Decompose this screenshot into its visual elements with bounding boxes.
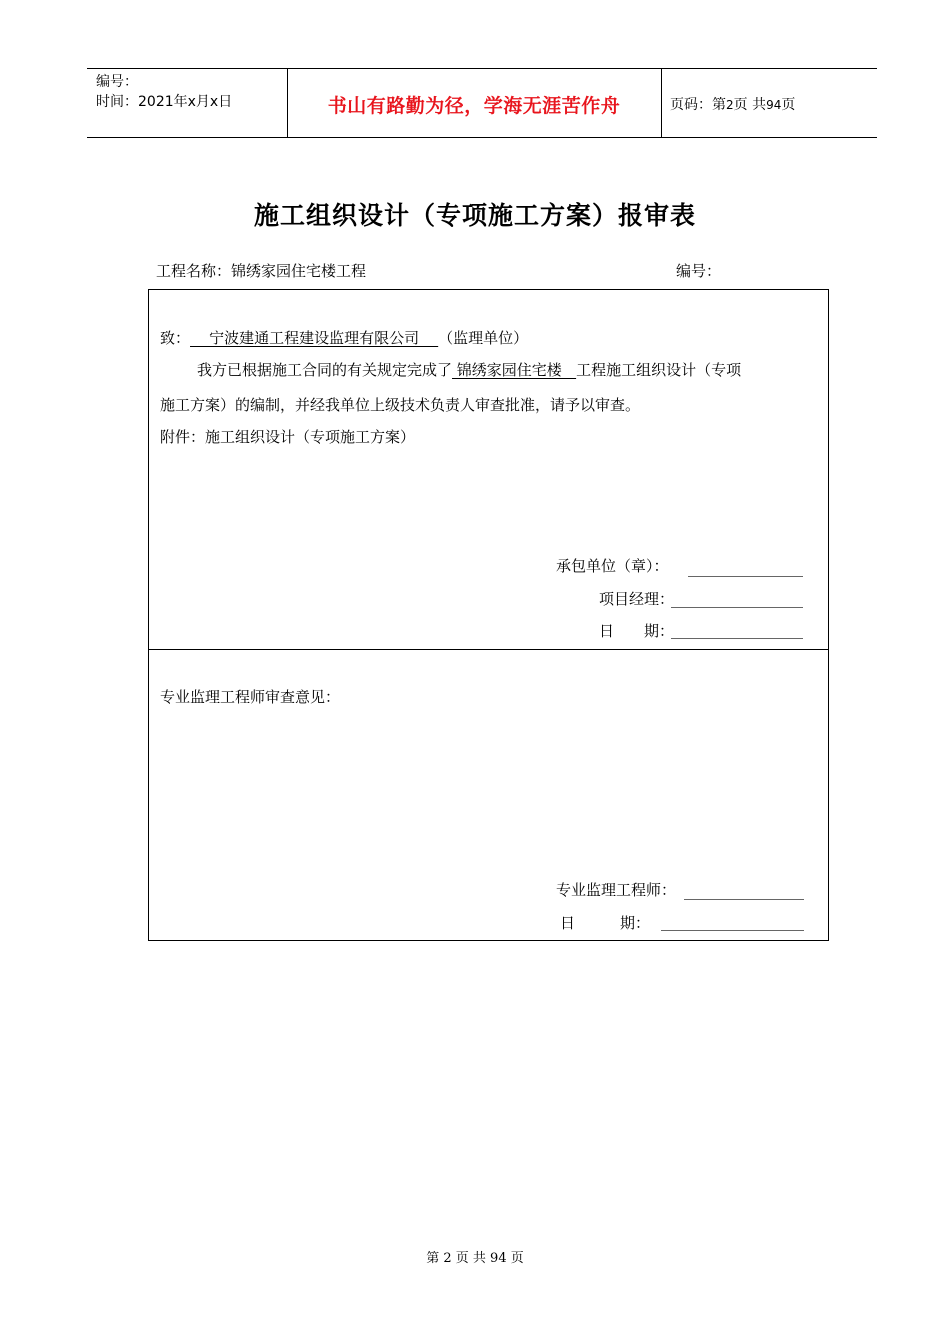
project-manager-signature-line: [671, 607, 803, 608]
supervising-engineer-label: 专业监理工程师：: [556, 881, 677, 899]
header-page-cell: [662, 69, 877, 137]
header-info-cell: [87, 69, 288, 137]
review-date-label: 日 期：: [560, 914, 651, 932]
supervising-engineer-signature-line: [684, 899, 804, 900]
review-opinion-label: 专业监理工程师审查意见：: [160, 688, 341, 706]
project-name: 工程名称：锦绣家园住宅楼工程: [156, 262, 367, 280]
statement-line-2: 施工方案）的编制，并经我单位上级技术负责人审查批准，请予以审查。: [160, 396, 641, 414]
attachment-line: 附件：施工组织设计（专项施工方案）: [160, 428, 416, 446]
statement-line-1: [197, 359, 741, 380]
contractor-signature-line: [688, 576, 803, 577]
form-number-label: 编号：: [676, 262, 722, 280]
review-date-line: [661, 930, 804, 931]
recipient-line: [160, 327, 528, 348]
contractor-date-line: [671, 638, 803, 639]
statement-text-a: 我方已根据施工合同的有关规定完成了: [197, 361, 453, 379]
project-manager-label: 项目经理：: [599, 590, 675, 608]
recipient-suffix: （监理单位）: [438, 329, 529, 347]
document-title: 施工组织设计（专项施工方案）报审表: [253, 201, 696, 230]
statement-text-b: 工程施工组织设计（专项: [576, 361, 742, 379]
statement-project: 锦绣家园住宅楼: [452, 361, 577, 379]
section-divider: [149, 649, 828, 650]
header-motto-cell: [287, 69, 662, 137]
approval-form: [148, 289, 829, 941]
page-total: 94: [766, 98, 782, 112]
recipient-company: 宁波建通工程建设监理有限公司: [190, 329, 439, 347]
header-table: [87, 68, 877, 138]
page-mid: 页 共: [733, 97, 767, 113]
header-motto: 书山有路勤为径，学海无涯苦作舟: [327, 95, 621, 117]
header-number-label: 编号：: [96, 74, 138, 90]
contractor-date-label: 日 期：: [599, 622, 675, 640]
header-time-label: 时间：2021年x月x日: [96, 94, 233, 110]
page-number: 2: [726, 98, 734, 112]
page-footer: 第 2 页 共 94 页: [426, 1251, 524, 1266]
page-suffix: 页: [781, 97, 796, 113]
recipient-label: 致：: [160, 329, 191, 347]
contractor-label: 承包单位（章）：: [556, 557, 669, 575]
header-page-indicator: [670, 94, 795, 114]
page-prefix: 页码：第: [670, 97, 726, 113]
